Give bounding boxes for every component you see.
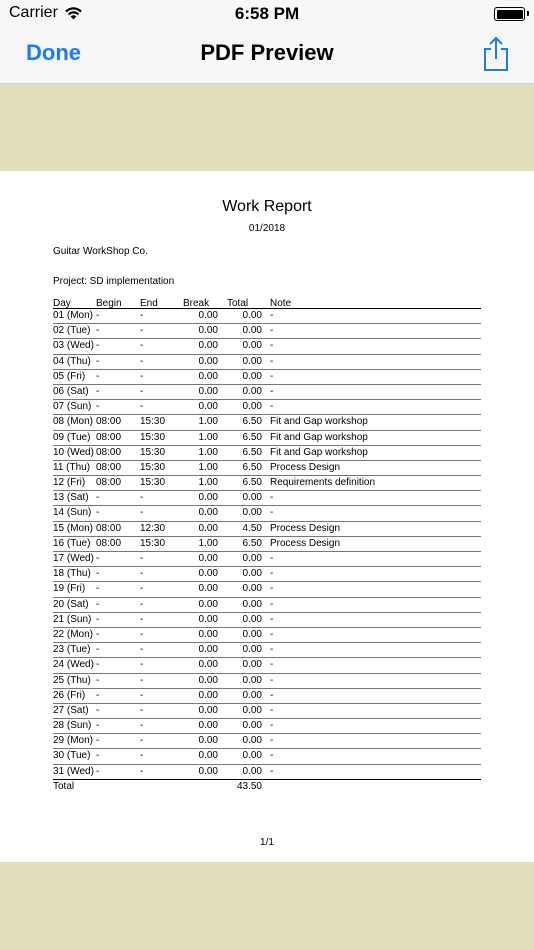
cell-note: Fit and Gap workshop xyxy=(270,431,368,443)
cell-total: 6.50 xyxy=(242,446,262,458)
cell-total: 0.00 xyxy=(242,613,262,625)
cell-begin: 08:00 xyxy=(96,477,122,489)
table-row xyxy=(53,491,481,506)
cell-note: - xyxy=(270,568,274,580)
report-period: 01/2018 xyxy=(248,223,286,234)
cell-day: 21 (Sun) xyxy=(53,613,92,625)
cell-total: 0.00 xyxy=(242,704,262,716)
cell-note: Process Design xyxy=(270,522,341,534)
cell-total: 0.00 xyxy=(242,644,262,656)
cell-begin: - xyxy=(96,553,100,564)
cell-day: 30 (Tue) xyxy=(53,750,91,762)
column-header-end: End xyxy=(140,298,158,309)
column-header-total: Total xyxy=(227,298,249,309)
cell-day: 02 (Tue) xyxy=(53,325,91,337)
cell-begin: - xyxy=(96,401,100,413)
cell-total: 6.50 xyxy=(242,537,262,549)
carrier-label: Carrier xyxy=(9,4,58,21)
table-row xyxy=(53,674,481,689)
cell-day: 05 (Fri) xyxy=(53,370,86,382)
table-row xyxy=(53,355,481,370)
cell-total: 0.00 xyxy=(242,628,262,640)
cell-day: 17 (Wed) xyxy=(53,553,94,564)
cell-note: - xyxy=(270,553,274,564)
cell-day: 14 (Sun) xyxy=(53,507,92,519)
table-row xyxy=(53,598,481,613)
cell-day: 16 (Tue) xyxy=(53,537,91,549)
cell-note: Fit and Gap workshop xyxy=(270,416,368,428)
table-row xyxy=(53,704,481,719)
battery-icon xyxy=(494,7,525,21)
cell-total: 0.00 xyxy=(242,735,262,747)
cell-end: 15:30 xyxy=(140,477,166,489)
cell-begin: - xyxy=(96,674,100,686)
table-row xyxy=(53,537,481,552)
cell-begin: - xyxy=(96,720,100,732)
cell-break: 0.00 xyxy=(198,720,218,732)
cell-end: - xyxy=(140,644,144,656)
cell-end: - xyxy=(140,568,144,580)
cell-total: 0.00 xyxy=(242,310,262,321)
cell-day: 25 (Thu) xyxy=(53,674,91,686)
cell-break: 0.00 xyxy=(198,644,218,656)
cell-day: 29 (Mon) xyxy=(53,735,94,747)
cell-begin: - xyxy=(96,598,100,610)
table-row xyxy=(53,582,481,597)
cell-end: 15:30 xyxy=(140,461,166,473)
cell-end: - xyxy=(140,583,144,595)
table-row xyxy=(53,324,481,339)
cell-break: 0.00 xyxy=(198,583,218,595)
cell-day: 12 (Fri) xyxy=(53,477,86,489)
cell-end: - xyxy=(140,370,144,382)
cell-total: 0.00 xyxy=(242,720,262,732)
cell-note: - xyxy=(270,385,274,397)
cell-day: 15 (Mon) xyxy=(53,522,94,534)
cell-end: 15:30 xyxy=(140,446,166,458)
cell-end: 15:30 xyxy=(140,431,166,443)
cell-end: - xyxy=(140,613,144,625)
cell-begin: - xyxy=(96,689,100,701)
cell-day: 24 (Wed) xyxy=(53,659,94,671)
cell-note: - xyxy=(270,674,274,686)
cell-total: 0.00 xyxy=(242,385,262,397)
table-row xyxy=(53,339,481,354)
cell-end: - xyxy=(140,355,144,367)
table-body xyxy=(53,309,481,780)
status-bar xyxy=(0,0,534,30)
cell-break: 0.00 xyxy=(198,522,218,534)
table-row xyxy=(53,689,481,704)
cell-break: 0.00 xyxy=(198,553,218,564)
cell-note: Requirements definition xyxy=(270,477,376,489)
cell-begin: 08:00 xyxy=(96,461,122,473)
cell-begin: - xyxy=(96,492,100,504)
cell-begin: - xyxy=(96,370,100,382)
cell-total: 4.50 xyxy=(242,522,262,534)
table-row xyxy=(53,719,481,734)
cell-end: - xyxy=(140,325,144,337)
cell-begin: - xyxy=(96,628,100,640)
cell-break: 0.00 xyxy=(198,492,218,504)
cell-end: - xyxy=(140,704,144,716)
table-row xyxy=(53,552,481,567)
cell-break: 0.00 xyxy=(198,568,218,580)
table-row xyxy=(53,461,481,476)
cell-day: 20 (Sat) xyxy=(53,598,89,610)
cell-begin: - xyxy=(96,385,100,397)
table-row xyxy=(53,765,481,780)
cell-day: 07 (Sun) xyxy=(53,401,92,413)
cell-end: - xyxy=(140,765,144,777)
total-label: Total xyxy=(53,780,75,792)
cell-break: 0.00 xyxy=(198,628,218,640)
company-name: Guitar WorkShop Co. xyxy=(53,246,148,257)
cell-total: 6.50 xyxy=(242,461,262,473)
cell-break: 0.00 xyxy=(198,370,218,382)
cell-break: 0.00 xyxy=(198,613,218,625)
cell-note: - xyxy=(270,370,274,382)
cell-day: 09 (Tue) xyxy=(53,431,91,443)
cell-break: 1.00 xyxy=(198,477,218,489)
cell-total: 0.00 xyxy=(242,553,262,564)
table-row xyxy=(53,643,481,658)
table-row xyxy=(53,567,481,582)
cell-total: 0.00 xyxy=(242,689,262,701)
cell-break: 0.00 xyxy=(198,704,218,716)
cell-day: 22 (Mon) xyxy=(53,628,94,640)
table-row xyxy=(53,734,481,749)
cell-note: - xyxy=(270,583,274,595)
cell-break: 1.00 xyxy=(198,416,218,428)
cell-total: 6.50 xyxy=(242,416,262,428)
cell-total: 0.00 xyxy=(242,583,262,595)
cell-begin: - xyxy=(96,765,100,777)
table-row xyxy=(53,506,481,521)
cell-total: 0.00 xyxy=(242,325,262,337)
cell-note: - xyxy=(270,689,274,701)
cell-break: 0.00 xyxy=(198,674,218,686)
cell-day: 31 (Wed) xyxy=(53,765,94,777)
table-row xyxy=(53,431,481,446)
cell-note: - xyxy=(270,720,274,732)
cell-begin: - xyxy=(96,568,100,580)
table-header xyxy=(53,297,481,309)
cell-day: 23 (Tue) xyxy=(53,644,91,656)
cell-note: - xyxy=(270,735,274,747)
cell-day: 19 (Fri) xyxy=(53,583,86,595)
cell-begin: - xyxy=(96,704,100,716)
cell-break: 0.00 xyxy=(198,385,218,397)
cell-begin: - xyxy=(96,659,100,671)
cell-note: - xyxy=(270,507,274,519)
cell-day: 03 (Wed) xyxy=(53,340,94,352)
cell-end: 15:30 xyxy=(140,416,166,428)
cell-note: - xyxy=(270,613,274,625)
table-row xyxy=(53,476,481,491)
cell-break: 0.00 xyxy=(198,659,218,671)
table-row xyxy=(53,628,481,643)
cell-break: 0.00 xyxy=(198,750,218,762)
cell-note: - xyxy=(270,492,274,504)
cell-total: 0.00 xyxy=(242,355,262,367)
cell-note: Fit and Gap workshop xyxy=(270,446,368,458)
cell-begin: 08:00 xyxy=(96,416,122,428)
cell-begin: - xyxy=(96,583,100,595)
column-header-day: Day xyxy=(53,298,71,309)
cell-day: 13 (Sat) xyxy=(53,492,89,504)
cell-end: - xyxy=(140,674,144,686)
cell-end: - xyxy=(140,628,144,640)
project-name: Project: SD implementation xyxy=(53,276,175,287)
cell-total: 0.00 xyxy=(242,750,262,762)
cell-end: - xyxy=(140,735,144,747)
cell-break: 1.00 xyxy=(198,537,218,549)
cell-end: - xyxy=(140,720,144,732)
cell-day: 11 (Thu) xyxy=(53,461,91,473)
cell-end: - xyxy=(140,507,144,519)
table-row xyxy=(53,522,481,537)
cell-begin: 08:00 xyxy=(96,431,122,443)
cell-break: 0.00 xyxy=(198,325,218,337)
cell-total: 0.00 xyxy=(242,659,262,671)
table-row xyxy=(53,370,481,385)
cell-note: - xyxy=(270,628,274,640)
cell-begin: - xyxy=(96,750,100,762)
cell-total: 0.00 xyxy=(242,507,262,519)
cell-break: 1.00 xyxy=(198,446,218,458)
table-row xyxy=(53,309,481,324)
cell-total: 0.00 xyxy=(242,568,262,580)
cell-break: 0.00 xyxy=(198,507,218,519)
cell-note: - xyxy=(270,750,274,762)
status-time: 6:58 PM xyxy=(234,4,300,23)
cell-total: 0.00 xyxy=(242,765,262,777)
cell-break: 1.00 xyxy=(198,431,218,443)
cell-day: 04 (Thu) xyxy=(53,355,91,367)
cell-total: 0.00 xyxy=(242,674,262,686)
cell-break: 0.00 xyxy=(198,735,218,747)
cell-total: 6.50 xyxy=(242,477,262,489)
cell-end: - xyxy=(140,689,144,701)
cell-day: 28 (Sun) xyxy=(53,720,92,732)
cell-note: - xyxy=(270,340,274,352)
cell-begin: - xyxy=(96,613,100,625)
cell-note: - xyxy=(270,659,274,671)
table-row xyxy=(53,613,481,628)
cell-day: 26 (Fri) xyxy=(53,689,86,701)
table-row xyxy=(53,400,481,415)
cell-note: - xyxy=(270,598,274,610)
cell-end: - xyxy=(140,598,144,610)
cell-total: 0.00 xyxy=(242,492,262,504)
navigation-bar xyxy=(0,0,534,84)
cell-begin: - xyxy=(96,325,100,337)
cell-begin: - xyxy=(96,644,100,656)
cell-end: - xyxy=(140,492,144,504)
cell-break: 0.00 xyxy=(198,765,218,777)
work-report-table xyxy=(53,297,481,794)
cell-day: 01 (Mon) xyxy=(53,310,94,321)
pdf-page xyxy=(0,171,534,862)
cell-note: - xyxy=(270,325,274,337)
total-row xyxy=(53,780,481,794)
cell-begin: - xyxy=(96,310,100,321)
table-row xyxy=(53,658,481,673)
share-icon[interactable] xyxy=(482,36,510,72)
cell-note: - xyxy=(270,355,274,367)
cell-begin: 08:00 xyxy=(96,537,122,549)
page-number: 1/1 xyxy=(260,837,274,848)
table-row xyxy=(53,446,481,461)
cell-begin: - xyxy=(96,735,100,747)
column-header-note: Note xyxy=(270,298,292,309)
cell-day: 10 (Wed) xyxy=(53,446,94,458)
cell-end: - xyxy=(140,401,144,413)
column-header-break: Break xyxy=(183,298,210,309)
table-row xyxy=(53,749,481,764)
cell-note: - xyxy=(270,704,274,716)
table-row xyxy=(53,385,481,400)
cell-total: 0.00 xyxy=(242,401,262,413)
cell-end: 12:30 xyxy=(140,522,166,534)
cell-note: - xyxy=(270,765,274,777)
cell-note: - xyxy=(270,644,274,656)
cell-begin: - xyxy=(96,355,100,367)
cell-begin: 08:00 xyxy=(96,446,122,458)
cell-end: - xyxy=(140,659,144,671)
total-value: 43.50 xyxy=(236,780,262,792)
cell-begin: 08:00 xyxy=(96,522,122,534)
done-button[interactable]: Done xyxy=(26,40,81,65)
cell-end: - xyxy=(140,750,144,762)
cell-note: Process Design xyxy=(270,537,341,549)
cell-begin: - xyxy=(96,507,100,519)
cell-break: 0.00 xyxy=(198,401,218,413)
cell-break: 0.00 xyxy=(198,355,218,367)
cell-break: 0.00 xyxy=(198,310,218,321)
cell-break: 0.00 xyxy=(198,689,218,701)
cell-end: - xyxy=(140,385,144,397)
cell-break: 0.00 xyxy=(198,340,218,352)
table-row xyxy=(53,415,481,430)
cell-end: - xyxy=(140,310,144,321)
cell-day: 08 (Mon) xyxy=(53,416,94,428)
cell-end: - xyxy=(140,553,144,564)
cell-total: 0.00 xyxy=(242,598,262,610)
cell-break: 0.00 xyxy=(198,598,218,610)
page-title: PDF Preview xyxy=(200,40,334,65)
cell-total: 0.00 xyxy=(242,370,262,382)
cell-total: 6.50 xyxy=(242,431,262,443)
cell-break: 1.00 xyxy=(198,461,218,473)
column-header-begin: Begin xyxy=(96,298,122,309)
cell-day: 18 (Thu) xyxy=(53,568,91,580)
cell-note: - xyxy=(270,401,274,413)
cell-begin: - xyxy=(96,340,100,352)
cell-day: 27 (Sat) xyxy=(53,704,89,716)
cell-end: - xyxy=(140,340,144,352)
report-title: Work Report xyxy=(222,198,312,215)
cell-total: 0.00 xyxy=(242,340,262,352)
cell-end: 15:30 xyxy=(140,537,166,549)
cell-note: Process Design xyxy=(270,461,341,473)
cell-day: 06 (Sat) xyxy=(53,385,89,397)
cell-note: - xyxy=(270,310,274,321)
